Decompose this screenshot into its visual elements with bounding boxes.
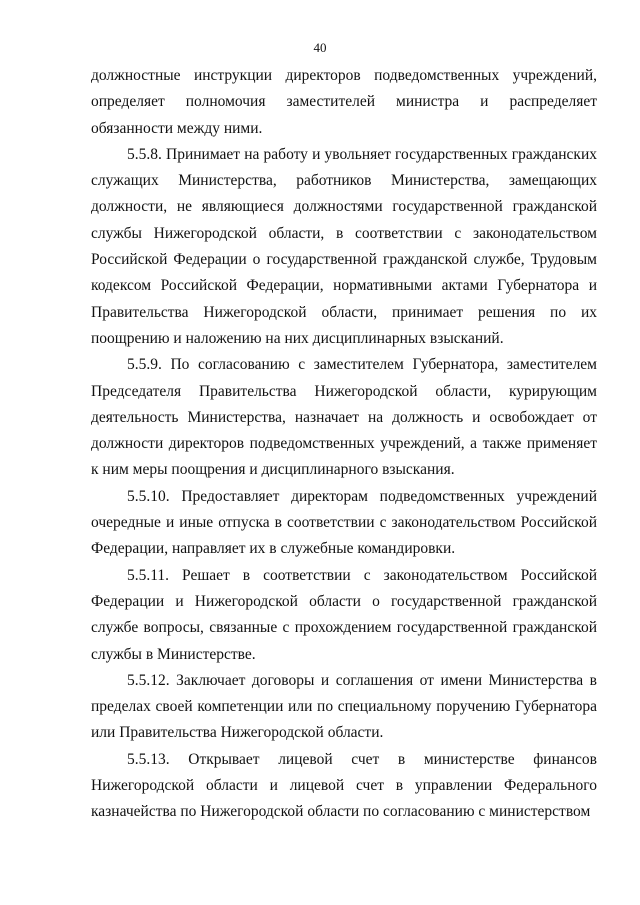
paragraph-5-5-8: 5.5.8. Принимает на работу и увольняет государственных гражданских служащих Министерства, работников Министерства, замещающих должности, не являющиеся должностями государственной гражданской службы Нижегородской области, в соответствии с законодательством Российской Федерации о государственной гражданской службе, Трудовым кодексом Российской Федерации, нормативными актами Губернатора и Правительства Нижегородской области, принимает решения по их поощрению и наложению на них дисциплинарных взысканий. [91,145,597,347]
paragraph-5-5-12: 5.5.12. Заключает договоры и соглашения от имени Министерства в пределах своей компетенции или по специальному поручению Губернатора или Правительства Нижегородской области. [91,671,597,742]
document-body [91,63,597,826]
page-number: 40 [313,40,327,55]
paragraph-5-5-11: 5.5.11. Решает в соответствии с законодательством Российской Федерации и Нижегородской области о государственной гражданской службе вопросы, связанные с прохождением государственной гражданской службы в Министерстве. [91,566,597,663]
paragraph-5-5-13: 5.5.13. Открывает лицевой счет в министерстве финансов Нижегородской области и лицевой счет в управлении Федерального казначейства по Нижегородской области по согласованию с министерством [91,750,597,821]
paragraph-5-5-10: 5.5.10. Предоставляет директорам подведомственных учреждений очередные и иные отпуска в соответствии с законодательством Российской Федерации, направляет их в служебные командировки. [91,487,597,558]
paragraph-continuation: должностные инструкции директоров подведомственных учреждений, определяет полномочия заместителей министра и распределяет обязанности между ними. [91,67,597,137]
paragraph-5-5-9: 5.5.9. По согласованию с заместителем Губернатора, заместителем Председателя Правительства Нижегородской области, курирующим деятельность Министерства, назначает на должность и освобождает от должности директоров подведомственных учреждений, а также применяет к ним меры поощрения и дисциплинарного взыскания. [91,356,597,479]
